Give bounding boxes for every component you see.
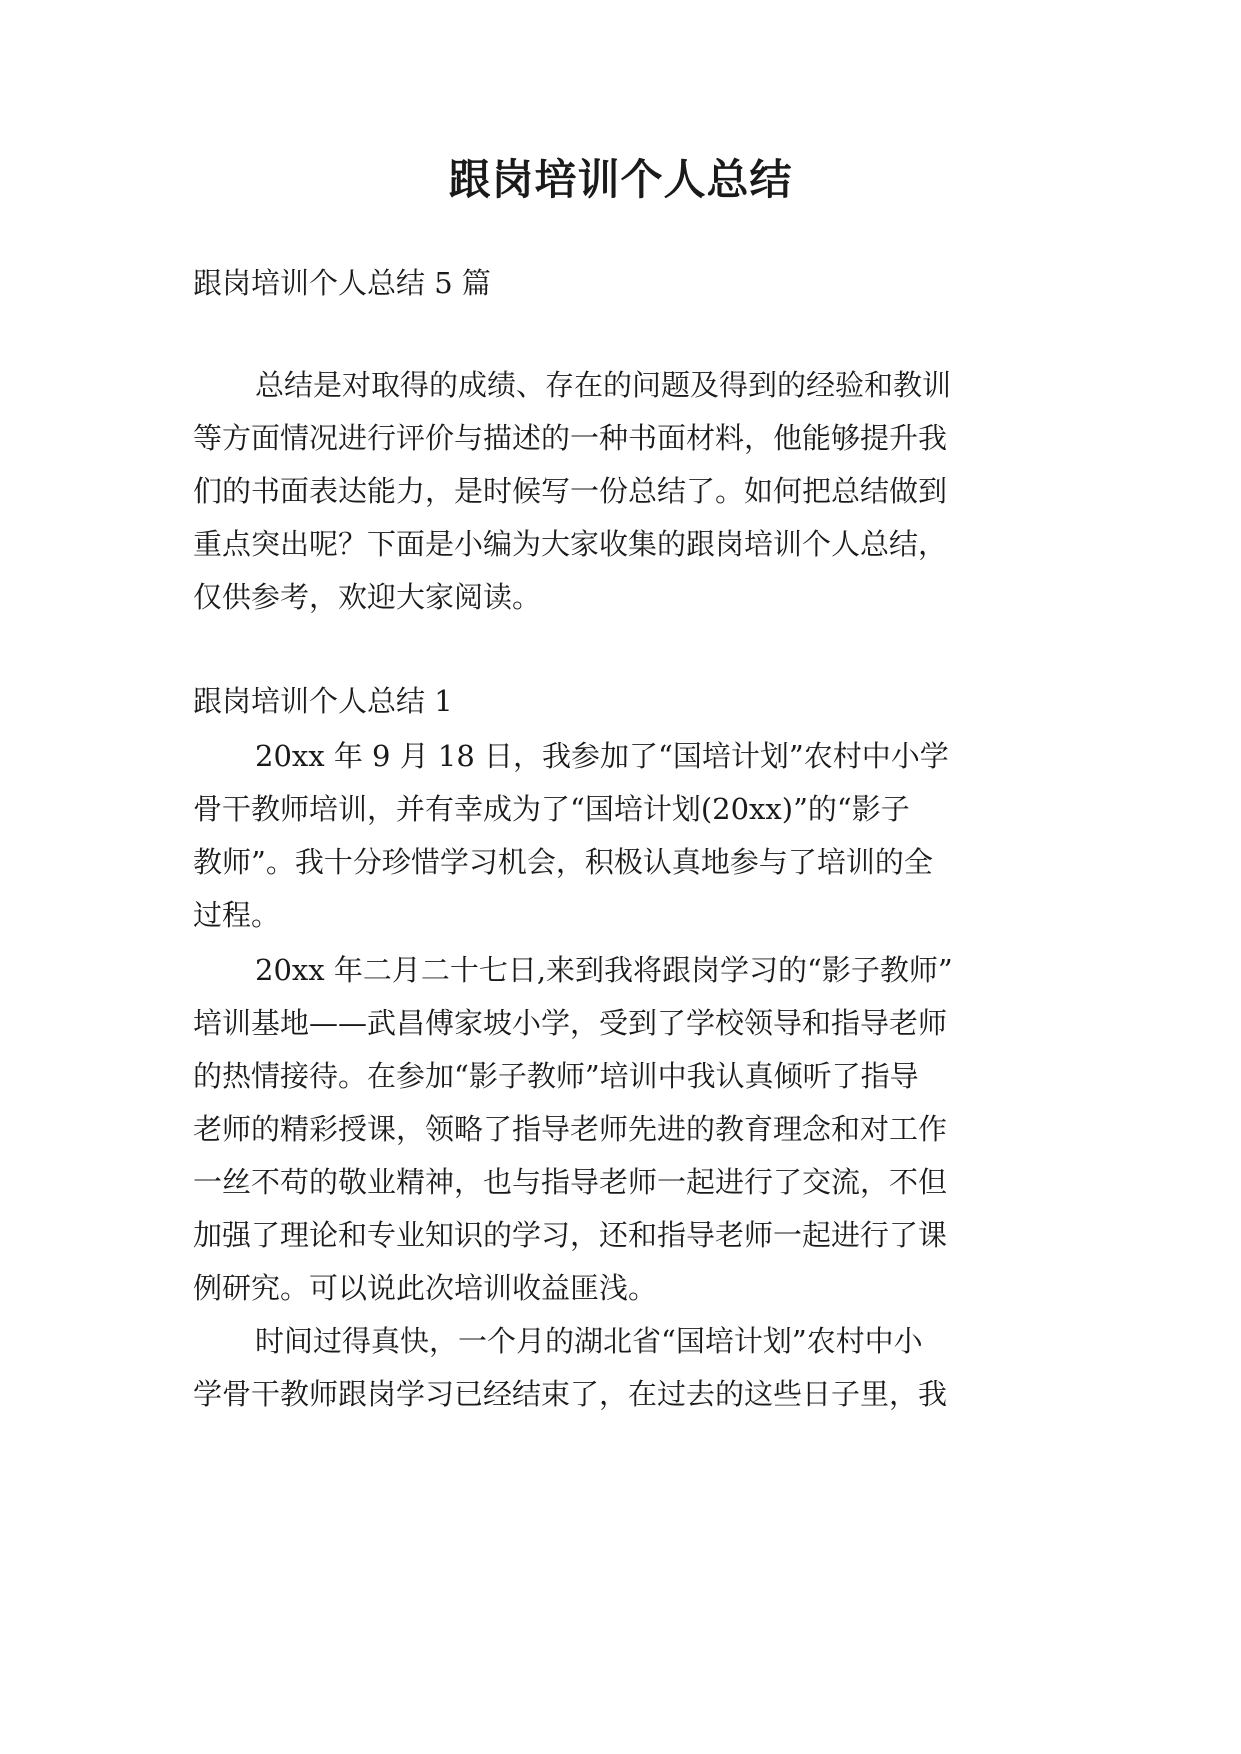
- intro-line: 们的书面表达能力，是时候写一份总结了。如何把总结做到: [193, 474, 948, 508]
- intro-line: 等方面情况进行评价与描述的一种书面材料，他能够提升我: [193, 421, 948, 455]
- paragraph-line: 学骨干教师跟岗学习已经结束了，在过去的这些日子里，我: [193, 1377, 948, 1411]
- paragraph-line: 教师”。我十分珍惜学习机会，积极认真地参与了培训的全: [193, 845, 933, 879]
- intro-line: 仅供参考，欢迎大家阅读。: [193, 580, 542, 614]
- document-title: 跟岗培训个人总结: [448, 155, 793, 204]
- paragraph-line: 培训基地——武昌傅家坡小学，受到了学校领导和指导老师: [193, 1006, 948, 1040]
- paragraph-line: 20xx 年二月二十七日,来到我将跟岗学习的“影子教师”: [255, 953, 953, 987]
- paragraph-line: 的热情接待。在参加“影子教师”培训中我认真倾听了指导: [193, 1059, 919, 1093]
- paragraph-line: 一丝不苟的敬业精神，也与指导老师一起进行了交流，不但: [193, 1165, 948, 1199]
- paragraph-line: 骨干教师培训，并有幸成为了“国培计划(20xx)”的“影子: [193, 792, 910, 826]
- paragraph-line: 加强了理论和专业知识的学习，还和指导老师一起进行了课: [193, 1218, 948, 1252]
- document-subtitle: 跟岗培训个人总结 5 篇: [193, 266, 491, 300]
- intro-line: 重点突出呢？下面是小编为大家收集的跟岗培训个人总结，: [193, 527, 948, 561]
- section-heading: 跟岗培训个人总结 1: [193, 684, 453, 718]
- paragraph-line: 过程。: [193, 898, 281, 932]
- paragraph-line: 老师的精彩授课，领略了指导老师先进的教育理念和对工作: [193, 1112, 948, 1146]
- paragraph-line: 例研究。可以说此次培训收益匪浅。: [193, 1271, 658, 1305]
- paragraph-line: 20xx 年 9 月 18 日，我参加了“国培计划”农村中小学: [255, 739, 949, 773]
- paragraph-line: 时间过得真快，一个月的湖北省“国培计划”农村中小: [255, 1324, 923, 1358]
- intro-line: 总结是对取得的成绩、存在的问题及得到的经验和教训: [255, 368, 952, 402]
